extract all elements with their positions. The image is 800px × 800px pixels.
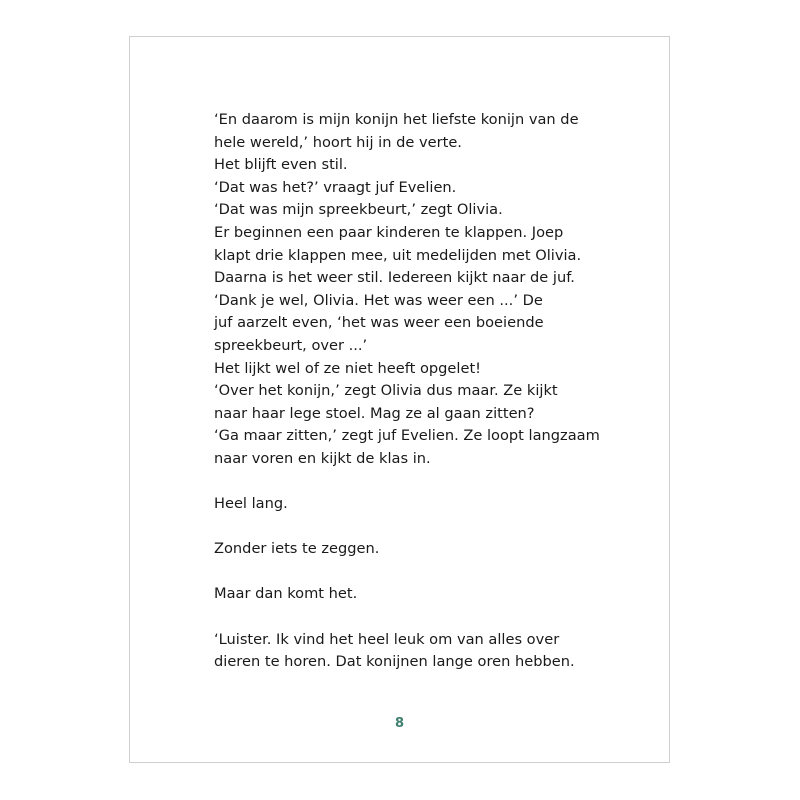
text-line: naar voren en kijkt de klas in.	[214, 449, 431, 467]
text-line: klapt drie klappen mee, uit medelijden met Olivia.	[214, 246, 582, 264]
page-number: 8	[394, 716, 405, 731]
book-page	[129, 36, 670, 763]
text-line: ‘Luister. Ik vind het heel leuk om van alles over	[214, 630, 560, 648]
text-line: Zonder iets te zeggen.	[214, 540, 380, 558]
paragraph	[214, 629, 634, 674]
text-line: ‘Over het konijn,’ zegt Olivia dus maar. Ze kijkt	[214, 382, 558, 400]
text-line: Het lijkt wel of ze niet heeft opgelet!	[214, 359, 482, 377]
text-line: Maar dan komt het.	[214, 585, 358, 603]
text-line: ‘Ga maar zitten,’ zegt juf Evelien. Ze loopt langzaam	[214, 427, 600, 445]
paragraph	[214, 109, 634, 471]
text-line: juf aarzelt even, ‘het was weer een boeiende	[214, 314, 544, 332]
text-line: Heel lang.	[214, 495, 288, 513]
paragraph	[214, 583, 634, 606]
text-line: Er beginnen een paar kinderen te klappen. Joep	[214, 223, 564, 241]
text-line: spreekbeurt, over ...’	[214, 336, 368, 354]
text-line: ‘En daarom is mijn konijn het liefste konijn van de	[214, 111, 579, 128]
paragraph	[214, 493, 634, 516]
text-line: Het blijft even stil.	[214, 156, 348, 174]
text-line: dieren te horen. Dat konijnen lange oren hebben.	[214, 653, 575, 671]
text-line: ‘Dank je wel, Olivia. Het was weer een ...’ De	[214, 291, 543, 309]
story-text	[214, 109, 634, 674]
text-line: ‘Dat was het?’ vraagt juf Evelien.	[214, 178, 457, 196]
text-line: naar haar lege stoel. Mag ze al gaan zitten?	[214, 404, 535, 422]
text-line: Daarna is het weer stil. Iedereen kijkt naar de juf.	[214, 269, 575, 287]
text-line: ‘Dat was mijn spreekbeurt,’ zegt Olivia.	[214, 201, 503, 219]
text-line: hele wereld,’ hoort hij in de verte.	[214, 133, 462, 151]
paragraph	[214, 538, 634, 561]
